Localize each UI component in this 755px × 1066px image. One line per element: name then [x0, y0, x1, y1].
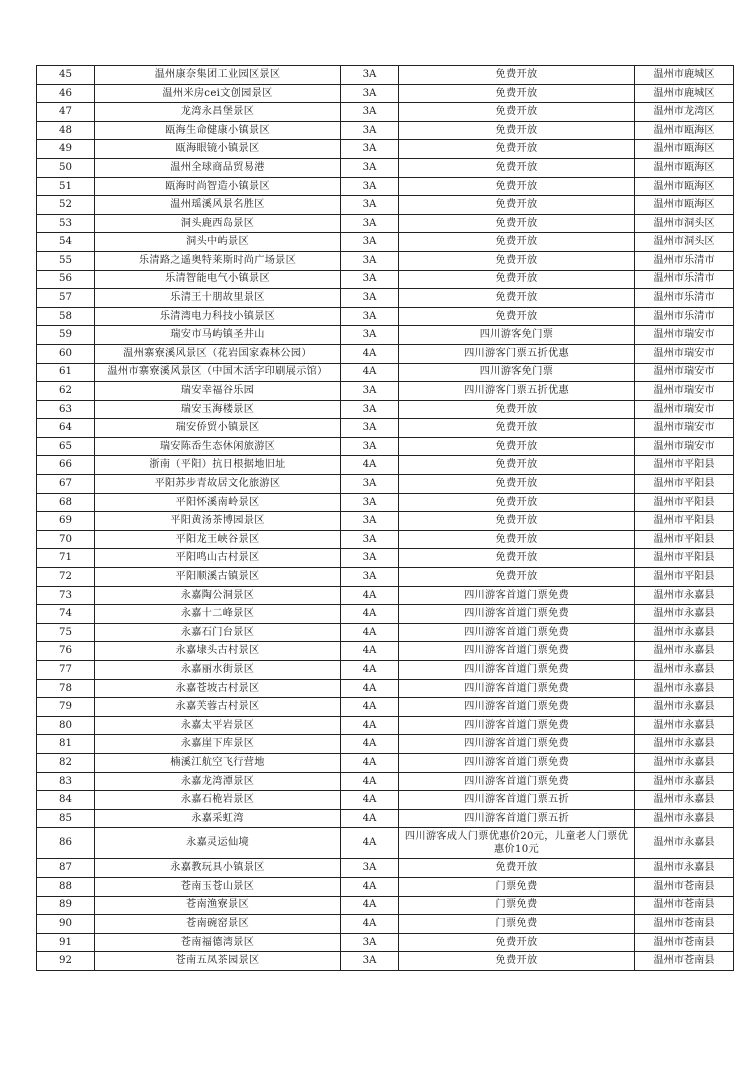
- row-number: 64: [37, 419, 95, 438]
- scenic-area-name: 苍南福德湾景区: [95, 933, 341, 952]
- scenic-area-name: 楠溪江航空飞行营地: [95, 753, 341, 772]
- table-row: [37, 382, 734, 401]
- region-name: 温州市瑞安市: [635, 344, 734, 363]
- scenic-area-level: 3A: [341, 140, 399, 159]
- scenic-area-name: 永嘉灵运仙境: [95, 828, 341, 859]
- table-row: [37, 140, 734, 159]
- table-row: [37, 326, 734, 345]
- ticket-policy: 免费开放: [399, 103, 635, 122]
- table-row: [37, 661, 734, 680]
- row-number: 91: [37, 933, 95, 952]
- scenic-area-name: 永嘉采虹湾: [95, 809, 341, 828]
- scenic-area-level: 4A: [341, 586, 399, 605]
- table-row: [37, 121, 734, 140]
- scenic-area-name: 平阳顺溪古镇景区: [95, 568, 341, 587]
- table-row: [37, 772, 734, 791]
- row-number: 62: [37, 382, 95, 401]
- ticket-policy: 门票免费: [399, 915, 635, 934]
- table-row: [37, 828, 734, 859]
- table-row: [37, 475, 734, 494]
- ticket-policy: 免费开放: [399, 66, 635, 85]
- ticket-policy: 免费开放: [399, 140, 635, 159]
- scenic-area-name: 平阳鸣山古村景区: [95, 549, 341, 568]
- table-row: [37, 877, 734, 896]
- scenic-area-level: 4A: [341, 809, 399, 828]
- row-number: 45: [37, 66, 95, 85]
- ticket-policy: 四川游客首道门票免费: [399, 716, 635, 735]
- table-row: [37, 568, 734, 587]
- row-number: 92: [37, 952, 95, 971]
- scenic-area-level: 4A: [341, 661, 399, 680]
- table-row: [37, 605, 734, 624]
- ticket-policy: 四川游客首道门票免费: [399, 698, 635, 717]
- ticket-policy: 四川游客免门票: [399, 326, 635, 345]
- region-name: 温州市瑞安市: [635, 363, 734, 382]
- ticket-policy: 四川游客首道门票免费: [399, 586, 635, 605]
- ticket-policy: 免费开放: [399, 859, 635, 878]
- scenic-area-level: 4A: [341, 915, 399, 934]
- table-row: [37, 642, 734, 661]
- table-row: [37, 103, 734, 122]
- region-name: 温州市苍南县: [635, 933, 734, 952]
- region-name: 温州市瑞安市: [635, 382, 734, 401]
- scenic-area-level: 3A: [341, 307, 399, 326]
- scenic-area-name: 平阳苏步青故居文化旅游区: [95, 475, 341, 494]
- ticket-policy: 免费开放: [399, 530, 635, 549]
- scenic-area-level: 3A: [341, 512, 399, 531]
- table-row: [37, 530, 734, 549]
- scenic-area-name: 瑞安市马屿镇圣井山: [95, 326, 341, 345]
- table-row: [37, 679, 734, 698]
- scenic-area-name: 龙湾永昌堡景区: [95, 103, 341, 122]
- scenic-area-level: 3A: [341, 66, 399, 85]
- scenic-area-name: 平阳龙王峡谷景区: [95, 530, 341, 549]
- scenic-area-name: 永嘉龙湾潭景区: [95, 772, 341, 791]
- scenic-area-name: 瑞安玉海楼景区: [95, 400, 341, 419]
- region-name: 温州市瓯海区: [635, 158, 734, 177]
- scenic-area-name: 温州康奈集团工业园区景区: [95, 66, 341, 85]
- region-name: 温州市洞头区: [635, 214, 734, 233]
- table-row: [37, 698, 734, 717]
- scenic-area-level: 3A: [341, 177, 399, 196]
- ticket-policy: 四川游客首道门票免费: [399, 623, 635, 642]
- row-number: 84: [37, 791, 95, 810]
- scenic-area-level: 4A: [341, 753, 399, 772]
- table-row: [37, 623, 734, 642]
- scenic-area-level: 4A: [341, 344, 399, 363]
- scenic-area-level: 3A: [341, 419, 399, 438]
- ticket-policy: 免费开放: [399, 400, 635, 419]
- table-row: [37, 809, 734, 828]
- row-number: 52: [37, 196, 95, 215]
- ticket-policy: 免费开放: [399, 84, 635, 103]
- table-row: [37, 952, 734, 971]
- scenic-area-level: 3A: [341, 493, 399, 512]
- region-name: 温州市苍南县: [635, 896, 734, 915]
- region-name: 温州市永嘉县: [635, 859, 734, 878]
- scenic-area-name: 乐清湾电力科技小镇景区: [95, 307, 341, 326]
- table-row: [37, 289, 734, 308]
- ticket-policy: 免费开放: [399, 933, 635, 952]
- row-number: 46: [37, 84, 95, 103]
- row-number: 82: [37, 753, 95, 772]
- region-name: 温州市苍南县: [635, 952, 734, 971]
- region-name: 温州市永嘉县: [635, 772, 734, 791]
- region-name: 温州市永嘉县: [635, 791, 734, 810]
- table-row: [37, 753, 734, 772]
- region-name: 温州市平阳县: [635, 530, 734, 549]
- row-number: 86: [37, 828, 95, 859]
- scenic-area-name: 永嘉埭头古村景区: [95, 642, 341, 661]
- region-name: 温州市瑞安市: [635, 400, 734, 419]
- region-name: 温州市平阳县: [635, 549, 734, 568]
- row-number: 66: [37, 456, 95, 475]
- region-name: 温州市瓯海区: [635, 196, 734, 215]
- scenic-area-name: 永嘉崖下库景区: [95, 735, 341, 754]
- row-number: 83: [37, 772, 95, 791]
- row-number: 51: [37, 177, 95, 196]
- region-name: 温州市瓯海区: [635, 140, 734, 159]
- scenic-area-level: 3A: [341, 400, 399, 419]
- ticket-policy: 四川游客首道门票免费: [399, 753, 635, 772]
- scenic-area-name: 瑞安幸福谷乐园: [95, 382, 341, 401]
- row-number: 80: [37, 716, 95, 735]
- row-number: 49: [37, 140, 95, 159]
- table-row: [37, 716, 734, 735]
- scenic-area-level: 3A: [341, 103, 399, 122]
- region-name: 温州市瓯海区: [635, 177, 734, 196]
- table-row: [37, 549, 734, 568]
- scenic-area-level: 4A: [341, 791, 399, 810]
- region-name: 温州市平阳县: [635, 493, 734, 512]
- ticket-policy: 四川游客首道门票五折: [399, 791, 635, 810]
- table-row: [37, 419, 734, 438]
- region-name: 温州市永嘉县: [635, 623, 734, 642]
- region-name: 温州市永嘉县: [635, 809, 734, 828]
- scenic-area-level: 4A: [341, 642, 399, 661]
- scenic-area-name: 温州全球商品贸易港: [95, 158, 341, 177]
- scenic-area-name: 永嘉十二峰景区: [95, 605, 341, 624]
- row-number: 75: [37, 623, 95, 642]
- table-row: [37, 196, 734, 215]
- table-row: [37, 493, 734, 512]
- row-number: 77: [37, 661, 95, 680]
- table-row: [37, 791, 734, 810]
- scenic-area-name: 永嘉苍坡古村景区: [95, 679, 341, 698]
- scenic-area-name: 温州米房cei文创园景区: [95, 84, 341, 103]
- table-row: [37, 512, 734, 531]
- scenic-area-level: 3A: [341, 549, 399, 568]
- row-number: 78: [37, 679, 95, 698]
- scenic-area-name: 永嘉芙蓉古村景区: [95, 698, 341, 717]
- scenic-area-name: 平阳黄汤茶博园景区: [95, 512, 341, 531]
- scenic-area-level: 4A: [341, 698, 399, 717]
- region-name: 温州市鹿城区: [635, 66, 734, 85]
- row-number: 56: [37, 270, 95, 289]
- table-row: [37, 158, 734, 177]
- row-number: 76: [37, 642, 95, 661]
- scenic-area-level: 3A: [341, 475, 399, 494]
- table-row: [37, 896, 734, 915]
- scenic-area-level: 4A: [341, 456, 399, 475]
- scenic-area-name: 瓯海时尚智造小镇景区: [95, 177, 341, 196]
- region-name: 温州市瑞安市: [635, 437, 734, 456]
- ticket-policy: 免费开放: [399, 233, 635, 252]
- scenic-area-level: 3A: [341, 233, 399, 252]
- scenic-area-level: 4A: [341, 772, 399, 791]
- scenic-area-name: 苍南碗窑景区: [95, 915, 341, 934]
- ticket-policy: 免费开放: [399, 475, 635, 494]
- ticket-policy: 四川游客首道门票免费: [399, 679, 635, 698]
- ticket-policy: 免费开放: [399, 121, 635, 140]
- scenic-area-level: 3A: [341, 214, 399, 233]
- scenic-area-level: 3A: [341, 158, 399, 177]
- ticket-policy: 四川游客成人门票优惠价20元，儿童老人门票优惠价10元: [399, 828, 635, 859]
- row-number: 53: [37, 214, 95, 233]
- row-number: 58: [37, 307, 95, 326]
- ticket-policy: 门票免费: [399, 896, 635, 915]
- scenic-area-name: 乐清智能电气小镇景区: [95, 270, 341, 289]
- table-row: [37, 456, 734, 475]
- scenic-area-level: 4A: [341, 735, 399, 754]
- scenic-area-name: 永嘉丽水街景区: [95, 661, 341, 680]
- row-number: 74: [37, 605, 95, 624]
- region-name: 温州市苍南县: [635, 915, 734, 934]
- table-row: [37, 66, 734, 85]
- region-name: 温州市乐清市: [635, 289, 734, 308]
- row-number: 73: [37, 586, 95, 605]
- row-number: 48: [37, 121, 95, 140]
- scenic-area-level: 3A: [341, 270, 399, 289]
- row-number: 71: [37, 549, 95, 568]
- row-number: 60: [37, 344, 95, 363]
- region-name: 温州市瑞安市: [635, 419, 734, 438]
- scenic-area-name: 永嘉太平岩景区: [95, 716, 341, 735]
- row-number: 61: [37, 363, 95, 382]
- row-number: 55: [37, 251, 95, 270]
- region-name: 温州市鹿城区: [635, 84, 734, 103]
- table-row: [37, 915, 734, 934]
- scenic-area-level: 3A: [341, 326, 399, 345]
- scenic-area-name: 永嘉陶公洞景区: [95, 586, 341, 605]
- scenic-area-name: 瑞安侨贸小镇景区: [95, 419, 341, 438]
- row-number: 69: [37, 512, 95, 531]
- scenic-area-level: 3A: [341, 382, 399, 401]
- scenic-area-level: 3A: [341, 530, 399, 549]
- ticket-policy: 免费开放: [399, 952, 635, 971]
- ticket-policy: 免费开放: [399, 214, 635, 233]
- row-number: 79: [37, 698, 95, 717]
- scenic-area-name: 洞头中屿景区: [95, 233, 341, 252]
- region-name: 温州市洞头区: [635, 233, 734, 252]
- ticket-policy: 免费开放: [399, 493, 635, 512]
- region-name: 温州市永嘉县: [635, 828, 734, 859]
- scenic-area-table: [36, 65, 734, 971]
- region-name: 温州市永嘉县: [635, 716, 734, 735]
- ticket-policy: 门票免费: [399, 877, 635, 896]
- scenic-area-level: 3A: [341, 196, 399, 215]
- row-number: 63: [37, 400, 95, 419]
- scenic-area-name: 苍南玉苍山景区: [95, 877, 341, 896]
- region-name: 温州市乐清市: [635, 270, 734, 289]
- scenic-area-name: 温州寨寮溪风景区（花岩国家森林公园）: [95, 344, 341, 363]
- ticket-policy: 四川游客首道门票免费: [399, 735, 635, 754]
- row-number: 57: [37, 289, 95, 308]
- table-row: [37, 933, 734, 952]
- table-row: [37, 251, 734, 270]
- ticket-policy: 免费开放: [399, 270, 635, 289]
- row-number: 89: [37, 896, 95, 915]
- scenic-area-name: 浙南（平阳）抗日根据地旧址: [95, 456, 341, 475]
- scenic-area-name: 瑞安陈岙生态休闲旅游区: [95, 437, 341, 456]
- table-row: [37, 270, 734, 289]
- scenic-area-name: 苍南渔寮景区: [95, 896, 341, 915]
- table-row: [37, 344, 734, 363]
- region-name: 温州市苍南县: [635, 877, 734, 896]
- scenic-area-level: 4A: [341, 679, 399, 698]
- row-number: 72: [37, 568, 95, 587]
- scenic-area-level: 4A: [341, 716, 399, 735]
- region-name: 温州市永嘉县: [635, 753, 734, 772]
- scenic-area-name: 永嘉石门台景区: [95, 623, 341, 642]
- ticket-policy: 免费开放: [399, 456, 635, 475]
- region-name: 温州市永嘉县: [635, 642, 734, 661]
- table-row: [37, 233, 734, 252]
- region-name: 温州市平阳县: [635, 475, 734, 494]
- region-name: 温州市永嘉县: [635, 586, 734, 605]
- scenic-area-name: 永嘉石桅岩景区: [95, 791, 341, 810]
- ticket-policy: 免费开放: [399, 196, 635, 215]
- row-number: 70: [37, 530, 95, 549]
- scenic-area-level: 3A: [341, 859, 399, 878]
- table-row: [37, 84, 734, 103]
- table-row: [37, 586, 734, 605]
- ticket-policy: 免费开放: [399, 549, 635, 568]
- ticket-policy: 四川游客门票五折优惠: [399, 382, 635, 401]
- ticket-policy: 免费开放: [399, 568, 635, 587]
- scenic-area-level: 4A: [341, 623, 399, 642]
- scenic-area-level: 3A: [341, 251, 399, 270]
- row-number: 85: [37, 809, 95, 828]
- scenic-area-level: 4A: [341, 363, 399, 382]
- ticket-policy: 免费开放: [399, 158, 635, 177]
- scenic-area-name: 乐清王十朋故里景区: [95, 289, 341, 308]
- scenic-area-level: 4A: [341, 828, 399, 859]
- scenic-area-name: 瓯海眼镜小镇景区: [95, 140, 341, 159]
- row-number: 88: [37, 877, 95, 896]
- scenic-area-name: 平阳怀溪南岭景区: [95, 493, 341, 512]
- scenic-area-level: 3A: [341, 289, 399, 308]
- region-name: 温州市平阳县: [635, 456, 734, 475]
- scenic-area-name: 瓯海生命健康小镇景区: [95, 121, 341, 140]
- ticket-policy: 免费开放: [399, 177, 635, 196]
- ticket-policy: 免费开放: [399, 307, 635, 326]
- scenic-area-name: 乐清路之遥奥特莱斯时尚广场景区: [95, 251, 341, 270]
- ticket-policy: 免费开放: [399, 251, 635, 270]
- scenic-area-name: 永嘉教玩具小镇景区: [95, 859, 341, 878]
- ticket-policy: 四川游客首道门票免费: [399, 605, 635, 624]
- row-number: 47: [37, 103, 95, 122]
- ticket-policy: 免费开放: [399, 512, 635, 531]
- region-name: 温州市瑞安市: [635, 326, 734, 345]
- scenic-area-name: 温州市寨寮溪风景区（中国木活字印刷展示馆）: [95, 363, 341, 382]
- ticket-policy: 四川游客免门票: [399, 363, 635, 382]
- scenic-area-level: 3A: [341, 568, 399, 587]
- row-number: 90: [37, 915, 95, 934]
- scenic-area-level: 3A: [341, 84, 399, 103]
- row-number: 50: [37, 158, 95, 177]
- row-number: 67: [37, 475, 95, 494]
- ticket-policy: 免费开放: [399, 289, 635, 308]
- row-number: 81: [37, 735, 95, 754]
- region-name: 温州市平阳县: [635, 568, 734, 587]
- region-name: 温州市永嘉县: [635, 679, 734, 698]
- ticket-policy: 免费开放: [399, 437, 635, 456]
- scenic-area-level: 3A: [341, 933, 399, 952]
- scenic-area-level: 3A: [341, 437, 399, 456]
- ticket-policy: 免费开放: [399, 419, 635, 438]
- region-name: 温州市永嘉县: [635, 661, 734, 680]
- region-name: 温州市永嘉县: [635, 605, 734, 624]
- ticket-policy: 四川游客首道门票免费: [399, 772, 635, 791]
- table-body: [37, 66, 734, 971]
- region-name: 温州市瓯海区: [635, 121, 734, 140]
- row-number: 87: [37, 859, 95, 878]
- row-number: 65: [37, 437, 95, 456]
- region-name: 温州市平阳县: [635, 512, 734, 531]
- region-name: 温州市龙湾区: [635, 103, 734, 122]
- table-row: [37, 400, 734, 419]
- scenic-area-level: 4A: [341, 605, 399, 624]
- region-name: 温州市乐清市: [635, 251, 734, 270]
- region-name: 温州市永嘉县: [635, 698, 734, 717]
- ticket-policy: 四川游客首道门票免费: [399, 661, 635, 680]
- scenic-area-name: 洞头鹿西岛景区: [95, 214, 341, 233]
- table-row: [37, 214, 734, 233]
- ticket-policy: 四川游客首道门票五折: [399, 809, 635, 828]
- ticket-policy: 四川游客门票五折优惠: [399, 344, 635, 363]
- table-row: [37, 859, 734, 878]
- ticket-policy: 四川游客首道门票免费: [399, 642, 635, 661]
- scenic-area-level: 4A: [341, 896, 399, 915]
- scenic-area-level: 3A: [341, 121, 399, 140]
- region-name: 温州市乐清市: [635, 307, 734, 326]
- table-row: [37, 363, 734, 382]
- row-number: 54: [37, 233, 95, 252]
- table-row: [37, 307, 734, 326]
- row-number: 68: [37, 493, 95, 512]
- table-row: [37, 437, 734, 456]
- scenic-area-level: 3A: [341, 952, 399, 971]
- scenic-area-level: 4A: [341, 877, 399, 896]
- row-number: 59: [37, 326, 95, 345]
- scenic-area-name: 苍南五凤茶园景区: [95, 952, 341, 971]
- scenic-area-name: 温州瑶溪风景名胜区: [95, 196, 341, 215]
- table-row: [37, 177, 734, 196]
- region-name: 温州市永嘉县: [635, 735, 734, 754]
- table-row: [37, 735, 734, 754]
